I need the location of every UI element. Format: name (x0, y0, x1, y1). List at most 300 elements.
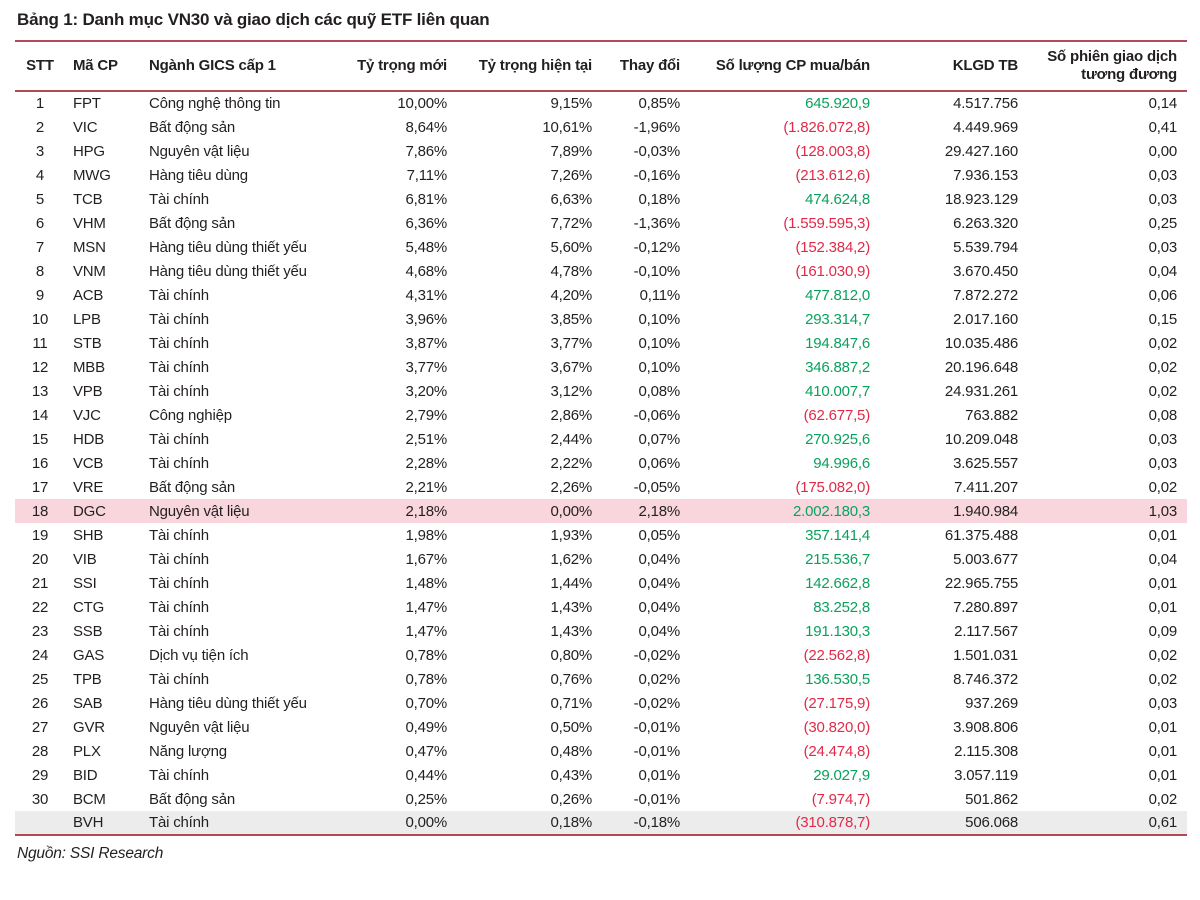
cell-stock-code: BID (73, 766, 98, 784)
cell-avg-volume: 1.501.031 (953, 646, 1018, 664)
col-header-ma-cp: Mã CP (65, 41, 143, 91)
cell-equivalent-sessions: 0,61 (1021, 811, 1187, 835)
cell-stt: 27 (31, 718, 49, 736)
cell-equivalent-sessions: 0,02 (1148, 478, 1177, 496)
cell-sector: Bất động sản (149, 118, 236, 136)
cell-stt: 15 (31, 430, 49, 448)
cell-avg-volume: 3.625.557 (953, 454, 1018, 472)
cell-current-weight: 0,43% (550, 766, 592, 784)
cell-new-weight: 6,81% (405, 190, 447, 208)
cell-equivalent-sessions: 0,02 (1148, 670, 1177, 688)
table-row (15, 355, 1187, 379)
cell-new-weight: 2,28% (405, 454, 447, 472)
cell-change: -1,96% (633, 118, 680, 136)
cell-shares-buy-sell: (24.474,8) (803, 742, 870, 760)
cell-shares-buy-sell: 94.996,6 (813, 454, 870, 472)
cell-change: -0,10% (633, 262, 680, 280)
cell-change: 0,02% (638, 670, 680, 688)
cell-stt: 21 (31, 574, 49, 592)
cell-shares-buy-sell: 477.812,0 (805, 286, 870, 304)
cell-shares-buy-sell: (7.974,7) (811, 790, 870, 808)
cell-change: 0,08% (638, 382, 680, 400)
cell-new-weight: 10,00% (397, 95, 447, 112)
cell-shares-buy-sell: (1.559.595,3) (783, 214, 870, 232)
cell-change: 0,18% (638, 190, 680, 208)
cell-stock-code: VRE (73, 478, 104, 496)
cell-equivalent-sessions: 0,03 (1148, 430, 1177, 448)
cell-shares-buy-sell: 346.887,2 (805, 358, 870, 376)
cell-equivalent-sessions: 0,02 (1148, 790, 1177, 808)
cell-stt: 5 (35, 190, 45, 208)
cell-current-weight: 5,60% (550, 238, 592, 256)
cell-avg-volume: 2.115.308 (954, 742, 1018, 760)
cell-sector: Nguyên vật liệu (149, 142, 250, 160)
cell-sector: Tài chính (149, 310, 209, 328)
cell-sector: Tài chính (149, 766, 209, 784)
cell-change: 0,10% (638, 334, 680, 352)
cell-change: -1,36% (633, 214, 680, 232)
cell-stt: 30 (31, 790, 49, 808)
table-row (15, 547, 1187, 571)
cell-sector: Tài chính (149, 190, 209, 208)
table-row (15, 619, 1187, 643)
cell-new-weight: 3,96% (405, 310, 447, 328)
cell-current-weight: 1,43% (550, 598, 592, 616)
cell-stt (15, 811, 65, 835)
cell-avg-volume: 10.209.048 (944, 430, 1018, 448)
cell-shares-buy-sell: 194.847,6 (805, 334, 870, 352)
cell-equivalent-sessions: 0,15 (1148, 310, 1177, 328)
table-row (15, 643, 1187, 667)
cell-equivalent-sessions: 0,06 (1148, 286, 1177, 304)
cell-shares-buy-sell: 83.252,8 (813, 598, 870, 616)
cell-stt: 28 (31, 742, 49, 760)
cell-stock-code: DGC (65, 499, 143, 523)
cell-stock-code: SSB (73, 622, 103, 640)
cell-avg-volume: 3.057.119 (954, 766, 1018, 784)
cell-sector: Nguyên vật liệu (149, 718, 250, 736)
cell-shares-buy-sell: (27.175,9) (803, 694, 870, 712)
cell-sector: Công nghiệp (149, 406, 232, 424)
cell-stt: 11 (32, 334, 48, 352)
cell-current-weight: 2,44% (550, 430, 592, 448)
cell-equivalent-sessions: 0,08 (1148, 406, 1177, 424)
cell-change: 0,04% (638, 598, 680, 616)
table-row (15, 91, 1187, 115)
table-row (15, 211, 1187, 235)
cell-equivalent-sessions: 0,01 (1148, 718, 1177, 736)
table-row (15, 667, 1187, 691)
cell-stt: 7 (35, 238, 45, 256)
cell-change: -0,06% (633, 406, 680, 424)
cell-avg-volume: 763.882 (965, 406, 1018, 424)
cell-stt: 9 (35, 286, 45, 304)
col-header-thay-doi: Thay đổi (595, 41, 683, 91)
table-row (15, 235, 1187, 259)
cell-stt: 3 (35, 142, 45, 160)
cell-stt: 2 (35, 118, 45, 136)
cell-avg-volume: 8.746.372 (953, 670, 1018, 688)
cell-shares-buy-sell: 357.141,4 (805, 526, 870, 544)
cell-new-weight: 6,36% (405, 214, 447, 232)
cell-current-weight: 1,43% (550, 622, 592, 640)
cell-sector: Năng lượng (149, 742, 227, 760)
cell-new-weight: 7,86% (405, 142, 447, 160)
cell-shares-buy-sell: 215.536,7 (805, 550, 870, 568)
cell-change: -0,16% (633, 166, 680, 184)
cell-stock-code: HDB (73, 430, 105, 448)
table-row (15, 163, 1187, 187)
cell-shares-buy-sell: (62.677,5) (803, 406, 870, 424)
cell-new-weight: 2,21% (405, 478, 447, 496)
col-header-stt: STT (15, 41, 65, 91)
table-row (15, 739, 1187, 763)
cell-new-weight: 2,79% (405, 406, 447, 424)
cell-avg-volume: 501.862 (965, 790, 1018, 808)
table-row (15, 787, 1187, 811)
cell-current-weight: 7,26% (550, 166, 592, 184)
table-row (15, 475, 1187, 499)
cell-avg-volume: 20.196.648 (944, 358, 1018, 376)
cell-stock-code: VNM (73, 262, 106, 280)
cell-sector: Bất động sản (149, 478, 236, 496)
cell-new-weight: 0,44% (405, 766, 447, 784)
table-row (15, 811, 1187, 835)
table-row (15, 715, 1187, 739)
cell-stt: 6 (35, 214, 45, 232)
cell-sector: Tài chính (149, 574, 209, 592)
cell-stock-code: SAB (73, 694, 103, 712)
cell-avg-volume: 2.017.160 (953, 310, 1018, 328)
cell-change: 0,10% (638, 358, 680, 376)
cell-avg-volume: 7.280.897 (953, 598, 1018, 616)
col-header-ty-trong-moi: Tỷ trọng mới (333, 41, 450, 91)
cell-new-weight: 2,18% (333, 499, 450, 523)
cell-sector: Hàng tiêu dùng (149, 166, 248, 184)
cell-avg-volume: 6.263.320 (953, 214, 1018, 232)
cell-stock-code: STB (73, 334, 102, 352)
cell-stock-code: MWG (73, 166, 111, 184)
cell-stock-code: PLX (73, 742, 101, 760)
cell-shares-buy-sell: (310.878,7) (683, 811, 873, 835)
cell-current-weight: 4,20% (550, 286, 592, 304)
cell-stt: 29 (31, 766, 49, 784)
cell-stt: 1 (35, 95, 45, 112)
col-header-nganh-gics: Ngành GICS cấp 1 (143, 41, 333, 91)
cell-new-weight: 8,64% (405, 118, 447, 136)
cell-shares-buy-sell: 293.314,7 (805, 310, 870, 328)
cell-avg-volume: 7.872.272 (953, 286, 1018, 304)
table-body (15, 91, 1187, 835)
cell-current-weight: 3,12% (550, 382, 592, 400)
cell-equivalent-sessions: 0,25 (1148, 214, 1177, 232)
cell-change: -0,01% (633, 718, 680, 736)
cell-equivalent-sessions: 0,04 (1148, 550, 1177, 568)
cell-new-weight: 0,47% (405, 742, 447, 760)
cell-equivalent-sessions: 0,01 (1148, 526, 1177, 544)
cell-equivalent-sessions: 0,01 (1148, 742, 1177, 760)
cell-shares-buy-sell: (161.030,9) (795, 262, 870, 280)
cell-change: -0,12% (633, 238, 680, 256)
cell-avg-volume: 10.035.486 (944, 334, 1018, 352)
table-row (15, 307, 1187, 331)
cell-shares-buy-sell: 136.530,5 (805, 670, 870, 688)
cell-avg-volume: 937.269 (965, 694, 1018, 712)
cell-change: -0,18% (595, 811, 683, 835)
cell-new-weight: 0,00% (333, 811, 450, 835)
cell-sector: Dịch vụ tiện ích (149, 646, 249, 664)
cell-shares-buy-sell: (128.003,8) (795, 142, 870, 160)
cell-stock-code: BVH (65, 811, 143, 835)
cell-stock-code: SSI (73, 574, 97, 592)
cell-shares-buy-sell: 645.920,9 (805, 95, 870, 112)
cell-current-weight: 0,00% (450, 499, 595, 523)
cell-new-weight: 0,78% (405, 670, 447, 688)
cell-change: 2,18% (595, 499, 683, 523)
cell-avg-volume: 5.003.677 (953, 550, 1018, 568)
cell-equivalent-sessions: 0,01 (1148, 574, 1177, 592)
cell-sector: Tài chính (149, 430, 209, 448)
cell-equivalent-sessions: 0,03 (1148, 454, 1177, 472)
table-row (15, 427, 1187, 451)
source-note: Nguồn: SSI Research (17, 845, 164, 862)
cell-current-weight: 3,77% (550, 334, 592, 352)
cell-stt: 10 (31, 310, 49, 328)
table-row (15, 523, 1187, 547)
cell-change: 0,10% (638, 310, 680, 328)
cell-stt: 25 (31, 670, 49, 688)
cell-sector: Tài chính (143, 811, 333, 835)
cell-avg-volume: 7.936.153 (953, 166, 1018, 184)
cell-shares-buy-sell: (175.082,0) (795, 478, 870, 496)
table-row (15, 571, 1187, 595)
cell-sector: Tài chính (149, 550, 209, 568)
cell-current-weight: 0,18% (450, 811, 595, 835)
col-header-so-luong-cp: Số lượng CP mua/bán (683, 41, 873, 91)
cell-current-weight: 6,63% (550, 190, 592, 208)
cell-current-weight: 2,26% (550, 478, 592, 496)
cell-shares-buy-sell: (22.562,8) (803, 646, 870, 664)
table-row (15, 331, 1187, 355)
cell-stock-code: TPB (73, 670, 102, 688)
cell-equivalent-sessions: 0,01 (1148, 766, 1177, 784)
cell-stock-code: VHM (73, 214, 106, 232)
cell-change: -0,01% (633, 742, 680, 760)
cell-stock-code: VIB (73, 550, 97, 568)
cell-new-weight: 4,68% (405, 262, 447, 280)
cell-stt: 17 (31, 478, 49, 496)
vn30-etf-table (15, 40, 1187, 836)
cell-current-weight: 7,89% (550, 142, 592, 160)
cell-new-weight: 0,70% (405, 694, 447, 712)
cell-avg-volume: 22.965.755 (944, 574, 1018, 592)
cell-change: -0,03% (633, 142, 680, 160)
cell-avg-volume: 506.068 (873, 811, 1021, 835)
cell-stock-code: ACB (73, 286, 104, 304)
cell-current-weight: 0,48% (550, 742, 592, 760)
cell-stt: 12 (31, 358, 49, 376)
cell-equivalent-sessions: 0,02 (1148, 358, 1177, 376)
cell-avg-volume: 3.670.450 (953, 262, 1018, 280)
cell-equivalent-sessions: 0,03 (1148, 694, 1177, 712)
cell-change: 0,04% (638, 550, 680, 568)
cell-change: 0,85% (638, 95, 680, 112)
cell-new-weight: 1,67% (405, 550, 447, 568)
cell-avg-volume: 7.411.207 (954, 478, 1018, 496)
cell-stock-code: LPB (73, 310, 101, 328)
table-row (15, 139, 1187, 163)
col-header-klgd-tb: KLGD TB (873, 41, 1021, 91)
cell-stock-code: VJC (73, 406, 101, 424)
cell-new-weight: 3,77% (405, 358, 447, 376)
cell-stock-code: MBB (73, 358, 105, 376)
cell-sector: Nguyên vật liệu (143, 499, 333, 523)
cell-stock-code: GVR (73, 718, 105, 736)
cell-sector: Tài chính (149, 454, 209, 472)
cell-shares-buy-sell: 474.624,8 (805, 190, 870, 208)
cell-shares-buy-sell: 191.130,3 (805, 622, 870, 640)
cell-avg-volume: 18.923.129 (944, 190, 1018, 208)
cell-stt: 8 (35, 262, 45, 280)
cell-current-weight: 9,15% (550, 95, 592, 112)
cell-shares-buy-sell: 2.002.180,3 (683, 499, 873, 523)
cell-new-weight: 1,48% (405, 574, 447, 592)
cell-avg-volume: 4.517.756 (953, 95, 1018, 112)
cell-new-weight: 0,25% (405, 790, 447, 808)
cell-stock-code: VIC (73, 118, 98, 136)
cell-current-weight: 1,93% (550, 526, 592, 544)
cell-sector: Tài chính (149, 598, 209, 616)
cell-equivalent-sessions: 0,02 (1148, 382, 1177, 400)
cell-stock-code: BCM (73, 790, 106, 808)
cell-new-weight: 0,78% (405, 646, 447, 664)
cell-current-weight: 0,76% (550, 670, 592, 688)
table-row (15, 403, 1187, 427)
cell-current-weight: 3,67% (550, 358, 592, 376)
cell-stt: 13 (31, 382, 49, 400)
cell-equivalent-sessions: 0,03 (1148, 238, 1177, 256)
cell-change: 0,04% (638, 622, 680, 640)
cell-avg-volume: 61.375.488 (944, 526, 1018, 544)
cell-stock-code: TCB (73, 190, 103, 208)
cell-sector: Tài chính (149, 670, 209, 688)
cell-avg-volume: 1.940.984 (873, 499, 1021, 523)
cell-stock-code: VCB (73, 454, 104, 472)
cell-sector: Bất động sản (149, 214, 236, 232)
cell-new-weight: 5,48% (405, 238, 447, 256)
cell-avg-volume: 2.117.567 (954, 622, 1018, 640)
cell-current-weight: 0,50% (550, 718, 592, 736)
cell-sector: Tài chính (149, 622, 209, 640)
cell-current-weight: 7,72% (550, 214, 592, 232)
cell-stock-code: VPB (73, 382, 103, 400)
table-row (15, 187, 1187, 211)
table-row (15, 499, 1187, 523)
cell-sector: Tài chính (149, 526, 209, 544)
cell-current-weight: 0,26% (550, 790, 592, 808)
cell-shares-buy-sell: 270.925,6 (805, 430, 870, 448)
cell-sector: Công nghệ thông tin (149, 95, 281, 112)
cell-sector: Tài chính (149, 334, 209, 352)
table-row (15, 451, 1187, 475)
cell-change: 0,04% (638, 574, 680, 592)
table-title: Bảng 1: Danh mục VN30 và giao dịch các quỹ ETF liên quan (17, 10, 490, 29)
cell-new-weight: 1,98% (405, 526, 447, 544)
cell-shares-buy-sell: 142.662,8 (805, 574, 870, 592)
cell-current-weight: 0,71% (550, 694, 592, 712)
cell-shares-buy-sell: 29.027,9 (813, 766, 870, 784)
cell-new-weight: 3,87% (405, 334, 447, 352)
cell-equivalent-sessions: 0,03 (1148, 166, 1177, 184)
cell-equivalent-sessions: 0,09 (1148, 622, 1177, 640)
cell-stt: 20 (31, 550, 49, 568)
cell-stock-code: CTG (73, 598, 105, 616)
cell-current-weight: 4,78% (550, 262, 592, 280)
cell-stock-code: HPG (73, 142, 105, 160)
cell-sector: Tài chính (149, 286, 209, 304)
table-row (15, 691, 1187, 715)
cell-stock-code: MSN (73, 238, 106, 256)
cell-equivalent-sessions: 0,02 (1148, 334, 1177, 352)
cell-sector: Tài chính (149, 382, 209, 400)
cell-change: -0,02% (633, 646, 680, 664)
cell-new-weight: 2,51% (405, 430, 447, 448)
cell-new-weight: 0,49% (405, 718, 447, 736)
cell-current-weight: 0,80% (550, 646, 592, 664)
cell-current-weight: 2,22% (550, 454, 592, 472)
cell-equivalent-sessions: 0,41 (1148, 118, 1177, 136)
cell-stock-code: FPT (73, 95, 101, 112)
table-row (15, 595, 1187, 619)
table-row (15, 115, 1187, 139)
table-row (15, 379, 1187, 403)
cell-sector: Hàng tiêu dùng thiết yếu (149, 238, 307, 256)
cell-shares-buy-sell: (1.826.072,8) (783, 118, 870, 136)
cell-sector: Bất động sản (149, 790, 236, 808)
cell-equivalent-sessions: 0,02 (1148, 646, 1177, 664)
cell-change: 0,11% (639, 286, 680, 304)
cell-stt: 19 (31, 526, 49, 544)
table-row (15, 283, 1187, 307)
cell-new-weight: 7,11% (406, 166, 447, 184)
cell-change: 0,07% (638, 430, 680, 448)
cell-sector: Hàng tiêu dùng thiết yếu (149, 694, 307, 712)
cell-shares-buy-sell: 410.007,7 (805, 382, 870, 400)
table-row (15, 763, 1187, 787)
cell-avg-volume: 4.449.969 (953, 118, 1018, 136)
cell-sector: Hàng tiêu dùng thiết yếu (149, 262, 307, 280)
cell-avg-volume: 29.427.160 (944, 142, 1018, 160)
cell-equivalent-sessions: 0,03 (1148, 190, 1177, 208)
cell-stt: 23 (31, 622, 49, 640)
cell-new-weight: 1,47% (405, 598, 447, 616)
cell-stock-code: SHB (73, 526, 104, 544)
cell-equivalent-sessions: 0,14 (1148, 95, 1177, 112)
cell-change: -0,01% (633, 790, 680, 808)
cell-stt: 4 (35, 166, 45, 184)
cell-current-weight: 1,44% (550, 574, 592, 592)
cell-change: 0,01% (638, 766, 680, 784)
cell-change: -0,05% (633, 478, 680, 496)
cell-equivalent-sessions: 0,04 (1148, 262, 1177, 280)
col-header-so-phien: Số phiên giao dịch tương đương (1021, 41, 1187, 91)
cell-avg-volume: 5.539.794 (953, 238, 1018, 256)
cell-shares-buy-sell: (30.820,0) (803, 718, 870, 736)
cell-avg-volume: 3.908.806 (953, 718, 1018, 736)
cell-stt: 16 (31, 454, 49, 472)
cell-current-weight: 10,61% (542, 118, 592, 136)
cell-current-weight: 3,85% (550, 310, 592, 328)
